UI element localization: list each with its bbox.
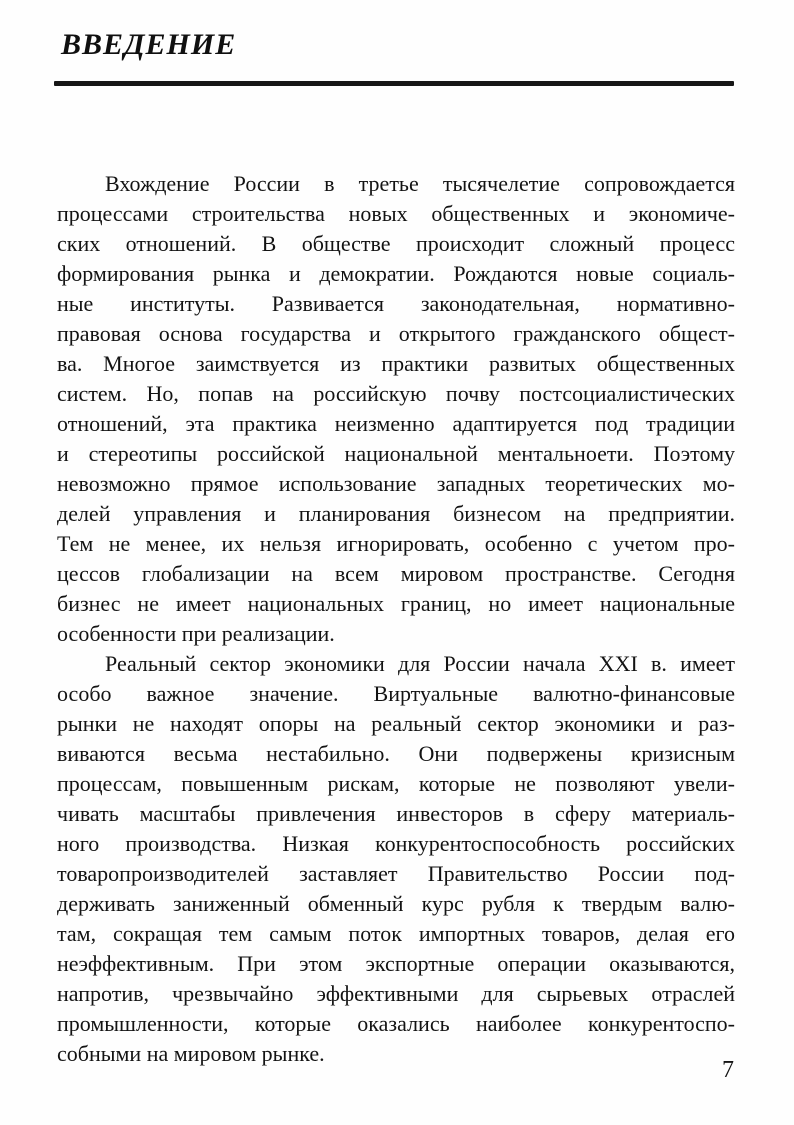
text-line: неэффективным. При этом экспортные операции оказываются, <box>57 951 735 976</box>
text-line: делей управления и планирования бизнесом на предприятии. <box>57 501 735 526</box>
text-line: промышленности, которые оказались наиболее конкурентоспо- <box>57 1011 735 1036</box>
text-line: систем. Но, попав на российскую почву постсоциалистических <box>57 381 735 406</box>
text-line: цессов глобализации на всем мировом пространстве. Сегодня <box>57 561 735 586</box>
text-line: ного производства. Низкая конкурентоспособность российских <box>57 831 735 856</box>
text-line: особенности при реализации. <box>57 621 335 646</box>
text-line: чивать масштабы привлечения инвесторов в сферу материаль- <box>57 801 735 826</box>
text-line: Тем не менее, их нельзя игнорировать, особенно с учетом про- <box>57 531 735 556</box>
text-line: виваются весьма нестабильно. Они подвержены кризисным <box>57 741 735 766</box>
text-line: рынки не находят опоры на реальный сектор экономики и раз- <box>57 711 735 736</box>
page-number: 7 <box>722 1057 734 1083</box>
title-rule-divider <box>54 81 734 86</box>
text-line: Вхождение России в третье тысячелетие сопровождается <box>105 171 735 196</box>
text-line: ва. Многое заимствуется из практики развитых общественных <box>57 351 735 376</box>
text-line: отношений, эта практика неизменно адаптируется под традиции <box>57 411 735 436</box>
chapter-title: ВВЕДЕНИЕ <box>61 28 237 61</box>
text-line: товаропроизводителей заставляет Правительство России под- <box>57 861 735 886</box>
text-line: процессами строительства новых общественных и экономиче- <box>57 201 735 226</box>
text-line: Реальный сектор экономики для России начала XXI в. имеет <box>105 651 735 676</box>
paragraph <box>57 169 735 649</box>
body-text <box>57 169 735 1069</box>
text-line: невозможно прямое использование западных теоретических мо- <box>57 471 735 496</box>
text-line: ских отношений. В обществе происходит сложный процесс <box>57 231 735 256</box>
text-line: ные институты. Развивается законодательная, нормативно- <box>57 291 735 316</box>
text-line: бизнес не имеет национальных границ, но имеет национальные <box>57 591 735 616</box>
text-line: держивать заниженный обменный курс рубля к твердым валю- <box>57 891 735 916</box>
text-line: и стереотипы российской национальной ментальноети. Поэтому <box>57 441 735 466</box>
paragraph <box>57 649 735 1069</box>
text-line: правовая основа государства и открытого гражданского общест- <box>57 321 735 346</box>
text-line: формирования рынка и демократии. Рождаются новые социаль- <box>57 261 735 286</box>
text-line: там, сокращая тем самым поток импортных товаров, делая его <box>57 921 735 946</box>
text-line: напротив, чрезвычайно эффективными для сырьевых отраслей <box>57 981 735 1006</box>
text-line: собными на мировом рынке. <box>57 1041 325 1066</box>
text-line: процессам, повышенным рискам, которые не позволяют увели- <box>57 771 735 796</box>
text-line: особо важное значение. Виртуальные валютно-финансовые <box>57 681 735 706</box>
